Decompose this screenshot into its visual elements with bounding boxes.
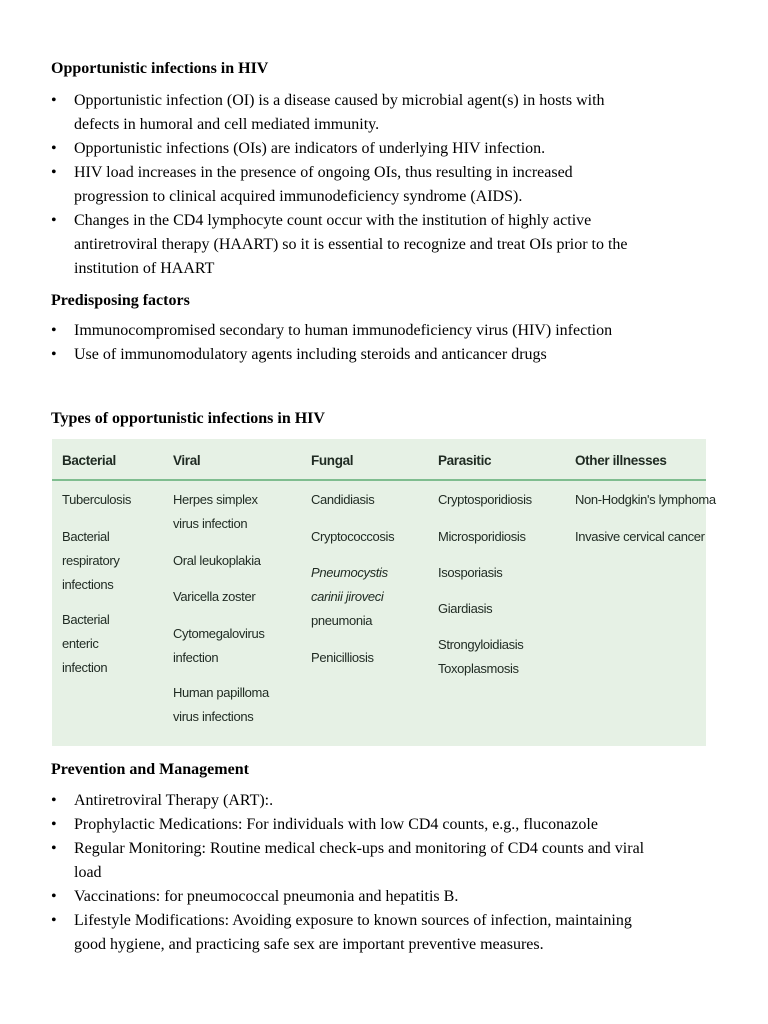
list-item: [51, 137, 711, 161]
table-cell: [62, 608, 109, 680]
cell-line: enteric: [62, 636, 99, 651]
cell-line: virus infections: [173, 709, 254, 724]
cell-line: pneumonia: [311, 613, 373, 628]
table-cell: [438, 633, 523, 681]
table-cell: [173, 549, 261, 573]
cell-line: Oral leukoplakia: [173, 553, 261, 568]
cell-line: Bacterial: [62, 612, 110, 627]
list-item-text: good hygiene, and practicing safe sex are important preventive measures.: [74, 936, 544, 953]
list-item: [51, 89, 711, 137]
column-header-parasitic: Parasitic: [438, 453, 492, 468]
cell-line: Penicilliosis: [311, 650, 374, 665]
table-cell: [575, 525, 705, 549]
cell-line: Cytomegalovirus: [173, 626, 265, 641]
list-item-text: • Lifestyle Modifications: Avoiding exposure to known sources of infection, maintaining: [74, 912, 632, 929]
cell-line: Microsporidiosis: [438, 529, 526, 544]
list-item-text: institution of HAART: [74, 260, 215, 277]
table-cell: [173, 681, 269, 729]
list-item-text: antiretroviral therapy (HAART) so it is essential to recognize and treat OIs prior to the: [74, 236, 628, 253]
list-item: [51, 909, 711, 957]
section-title-predisposing-factors: Predisposing factors: [51, 292, 190, 309]
list-item: [51, 161, 711, 209]
cell-line: virus infection: [173, 516, 248, 531]
cell-line: Cryptosporidiosis: [438, 492, 532, 507]
cell-line: Pneumocystis: [311, 565, 388, 580]
list-item-text: • Opportunistic infection (OI) is a disease caused by microbial agent(s) in hosts with: [74, 92, 605, 109]
cell-line: Tuberculosis: [62, 492, 132, 507]
list-item-text: • HIV load increases in the presence of ongoing OIs, thus resulting in increased: [74, 164, 573, 181]
section-title-types-of-oi: Types of opportunistic infections in HIV: [51, 410, 325, 427]
table-cell: [438, 561, 502, 585]
column-header-fungal: Fungal: [311, 453, 354, 468]
list-item-text: • Regular Monitoring: Routine medical check-ups and monitoring of CD4 counts and viral: [74, 840, 645, 857]
cell-line: infections: [62, 577, 114, 592]
list-item-text: • Opportunistic infections (OIs) are indicators of underlying HIV infection.: [74, 140, 546, 157]
oi-definition-list: [51, 89, 711, 281]
cell-line: Non-Hodgkin's lymphoma: [575, 492, 716, 507]
cell-line: Isosporiasis: [438, 565, 503, 580]
table-cell: [173, 488, 258, 536]
table-cell: [575, 488, 716, 512]
table-cell: [62, 525, 120, 597]
list-item-text: defects in humoral and cell mediated immunity.: [74, 116, 380, 133]
table-cell: [173, 622, 265, 670]
list-item: [51, 789, 711, 813]
list-item: [51, 837, 711, 885]
cell-line: Strongyloidiasis: [438, 637, 524, 652]
list-item: [51, 813, 711, 837]
table-cell: [311, 525, 394, 549]
list-item-text: • Antiretroviral Therapy (ART):.: [74, 792, 274, 809]
cell-line: Cryptococcosis: [311, 529, 395, 544]
table-cell: [311, 488, 374, 512]
column-header-bacterial: Bacterial: [62, 453, 116, 468]
predisposing-factors-list: [51, 319, 711, 367]
cell-line: Invasive cervical cancer: [575, 529, 705, 544]
cell-line: Varicella zoster: [173, 589, 256, 604]
list-item-text: progression to clinical acquired immunodeficiency syndrome (AIDS).: [74, 188, 523, 205]
list-item-text: • Prophylactic Medications: For individuals with low CD4 counts, e.g., fluconazole: [74, 816, 598, 833]
table-cell: [173, 585, 255, 609]
list-item: • Use of immunomodulatory agents including steroids and anticancer drugs: [51, 343, 711, 367]
cell-line: Toxoplasmosis: [438, 661, 519, 676]
table-header-row: [52, 439, 706, 481]
cell-line: infection: [62, 660, 108, 675]
column-header-other-illnesses: Other illnesses: [575, 453, 667, 468]
list-item-text: load: [74, 864, 102, 881]
section-title-prevention-management: Prevention and Management: [51, 761, 249, 778]
cell-line: Human papilloma: [173, 685, 269, 700]
list-item: [51, 885, 711, 909]
cell-line: carinii jiroveci: [311, 589, 384, 604]
table-cell: [62, 488, 131, 512]
list-item-text: • Changes in the CD4 lymphocyte count occur with the institution of highly active: [74, 212, 592, 229]
cell-line: respiratory: [62, 553, 120, 568]
prevention-list: [51, 789, 711, 957]
cell-line: Candidiasis: [311, 492, 375, 507]
section-title-oi-in-hiv: Opportunistic infections in HIV: [51, 60, 269, 77]
oi-types-table: [52, 439, 716, 746]
cell-line: Herpes simplex: [173, 492, 258, 507]
list-item: [51, 209, 711, 281]
list-item: • Immunocompromised secondary to human immunodeficiency virus (HIV) infection: [51, 319, 711, 343]
table-cell: [311, 646, 374, 670]
table-cell: [438, 597, 492, 621]
table-cell: [311, 561, 388, 633]
table-cell: [438, 525, 526, 549]
cell-line: Giardiasis: [438, 601, 493, 616]
table-cell: [438, 488, 532, 512]
cell-line: Bacterial: [62, 529, 110, 544]
list-item-text: • Vaccinations: for pneumococcal pneumonia and hepatitis B.: [74, 888, 459, 905]
column-header-viral: Viral: [173, 453, 201, 468]
cell-line: infection: [173, 650, 219, 665]
